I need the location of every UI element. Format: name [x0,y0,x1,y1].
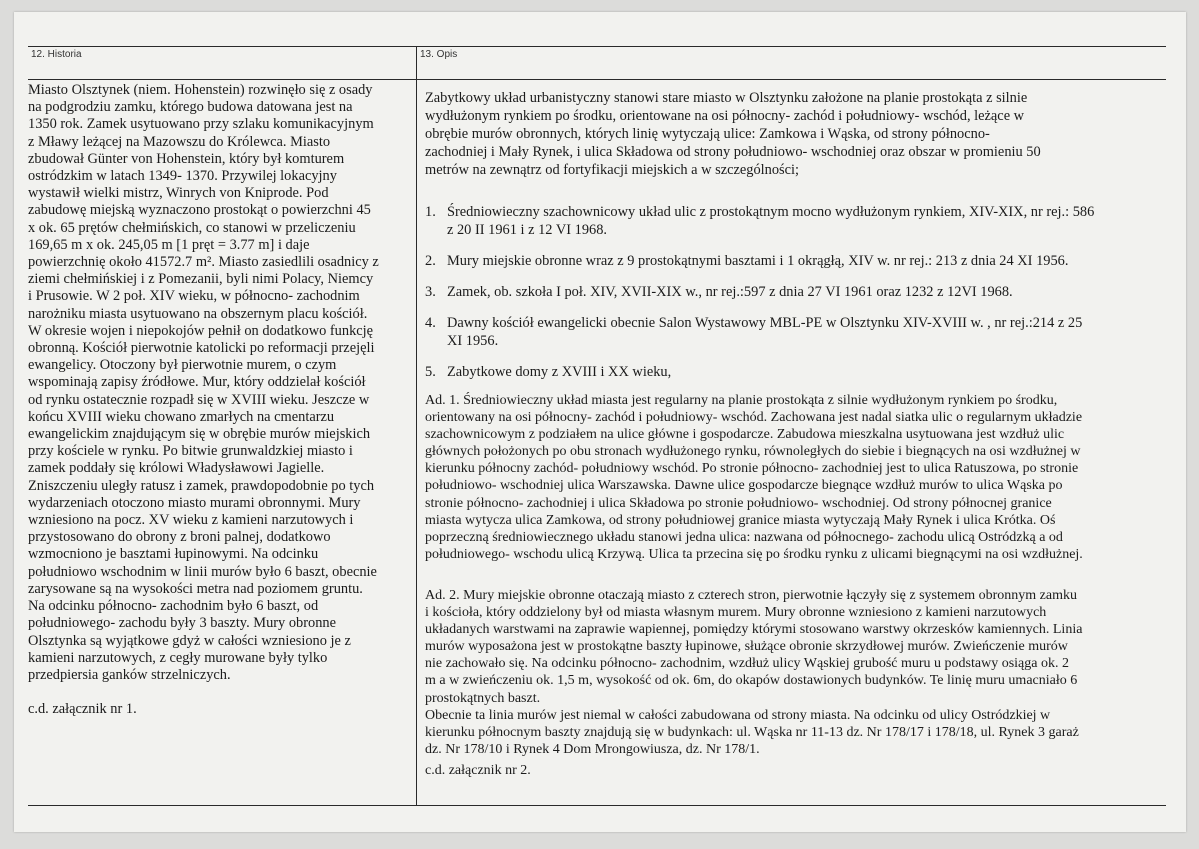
historia-line: od rynku ostatecznie rozpadł się w XVIII wieku. Jeszcze w [28,391,370,408]
list-item-line: Średniowieczny szachownicowy układ ulic z prostokątnym mocno wydłużonym rynkiem, XIV-XIX, nr rej.: 586 [447,204,1095,220]
opis-intro-line: Zabytkowy układ urbanistyczny stanowi stare miasto w Olsztynku założone na planie prostokąta z silnie [425,90,1028,106]
list-item-text [447,283,1013,301]
opis-ad2-paragraph-line: m a w zwieńczeniu ok. 1,5 m, wysokość od ok. 6m, do okapów dostawionych budynków. Te linię muru umacniało 6 [425,673,1078,689]
opis-intro-line: obrębie murów obronnych, których linię wytyczają ulice: Zamkowa i Wąska, od strony północno- [425,126,990,142]
bottom-rule [28,805,1166,806]
opis-ad1-paragraph-line: stronie północno- zachodniej i ulica Składowa po stronie południowo- wschodniej. Od strony północnej granice [425,495,1052,511]
opis-intro-line: zachodniej i Mały Rynek, i ulica Składowa od strony południowo- wschodniej oraz obszar w promieniu 50 [425,144,1041,160]
list-item-number: 3. [425,284,436,300]
opis-ad2-paragraph-line: kierunku północnym baszty znajdują się w budynkach: ul. Wąska nr 11-13 dz. Nr 178/17 i 178/18, ul. Rynek 3 garaż [425,724,1079,740]
historia-line: zarysowane są na wysokości metra nad poziomem gruntu. [28,580,363,597]
header-bottom-rule [28,79,1166,80]
opis-ad1-paragraph-line: Ad. 1. Średniowieczny układ miasta jest regularny na planie prostokąta z silnie wydłużonym rynkiem po środku, [425,393,1058,408]
list-item-number: 2. [425,253,436,269]
historia-line: 1350 rok. Zamek usytuowano przy szlaku komunikacyjnym [28,116,374,133]
historia-line: ostródzkim w latach 1349- 1370. Przywilej lokacyjny [28,168,337,185]
historia-column [28,82,408,718]
historia-line: x ok. 65 prętów chełmińskich, co stanowi w przeliczeniu [28,219,356,236]
historia-line: zamek poddały się królowi Władysławowi Jagielle. [28,460,325,477]
opis-intro [425,89,1041,179]
opis-ad2-paragraph-line: nie zachowało się. Na odcinku północno- zachodnim, wzdłuż ulicy Wąskiej grubość muru u podstawy osiąga ok. 2 [425,656,1069,672]
historia-line: wspominają zapisy źródłowe. Mur, który oddzielał kościół [28,374,366,391]
opis-ad2-paragraph-line: układanych warstwami na zaprawie wapiennej, pomiędzy którymi stosowano warstwy okrzesków kamiennych. Linia [425,622,1083,638]
list-item-text [447,363,671,381]
historia-line: zbudował Günter von Hohenstein, który był komturem [28,150,345,167]
historia-line: przy kościele w rynku. Po bitwie grunwaldzkiej miasto i [28,443,353,460]
historia-line: Zniszczeniu uległy ratusz i zamek, prawdopodobnie po tych [28,477,375,494]
historia-line: na podgrodziu zamku, którego budowa datowana jest na [28,99,353,116]
historia-line: wzmocniono je basztami łupinowymi. Na odcinku [28,546,319,563]
historia-line: wydarzeniach otoczono miasto murami obronnymi. Mury [28,494,361,511]
opis-ad1-paragraph-line: miasta wytycza ulica Zamkowa, od strony południowej granice miasta wytyczają Mały Rynek i ulica Krótka. Oś [425,512,1056,528]
opis-ad2-paragraph-line: dz. Nr 178/10 i Rynek 4 Dom Mrongowiusza, dz. Nr 178/1. [425,741,760,757]
opis-ad1-paragraph [425,392,1083,563]
opis-ad1-paragraph-line: głównych położonych po obu stronach wydłużonego rynku, równoległych do siebie i biegnących na osi wzdłużnej w [425,444,1081,460]
list-item-line: Zabytkowe domy z XVIII i XX wieku, [447,364,672,380]
list-item-line: z 20 II 1961 i z 12 VI 1968. [447,222,608,238]
historia-line: z Mławy leżącej na Mazowszu do Królewca. Miasto [28,133,331,150]
list-item-text [447,252,1068,270]
historia-line: kamieni narzutowych, z cegły murowane były tylko [28,649,328,666]
historia-line: ewangelickim znajdującym się w obrębie murów miejskich [28,426,371,443]
historia-line: zabudowę miejską wyznaczono prostokąt o powierzchni 45 [28,202,371,219]
historia-line: Na odcinku północno- zachodnim było 6 baszt, od [28,598,319,615]
historia-line: i Prusowie. W 2 poł. XIV wieku, w północno- zachodnim [28,288,360,305]
historia-line: W okresie wojen i niepokojów pełnił on dodatkowo funkcję [28,322,374,339]
historia-line: ewangelicy. Otoczony był pierwotnie murem, o czym [28,357,337,374]
section-header-opis: 13. Opis [420,49,458,60]
list-item-number: 4. [425,315,436,331]
opis-ad2-paragraph-line: i kościoła, który oddzielony był od miasta własnym murem. Mury obronne wzniesiono z kamieni narzutowych [425,605,1047,621]
historia-line: Miasto Olsztynek (niem. Hohenstein) rozwinęło się z osady [28,82,373,98]
historia-line: południowo wschodnim w linii murów było 6 baszt, obecnie [28,563,377,580]
historia-line: wzniesiono na pocz. XV wieku z kamieni narzutowych i [28,512,354,529]
historia-line: wystawił wielki mistrz, Winrych von Kniprode. Pod [28,185,329,202]
opis-ad1-paragraph-line: południowego- wschodu ulicą Krzywą. Ulica ta przecina się po środku rynku z ulicami biegnącymi na osi wzdłużnej. [425,546,1083,562]
column-divider [416,46,417,806]
historia-line: powierzchnię około 41572.7 m². Miasto zasiedlili osadnicy z [28,254,379,271]
list-item-number: 5. [425,364,436,380]
historia-line: południowego- zachodu były 3 baszty. Mury obronne [28,615,336,632]
opis-ad1-paragraph-line: poprzeczną średniowiecznego układu stanowi jedna ulica: nazwana od północnego- zachodu ulicą Ostródzką a od [425,529,1063,545]
historia-line: narożniku miasta usytuowano na obszernym placu kościół. [28,305,368,322]
list-item-number: 1. [425,204,436,220]
list-item-line: Zamek, ob. szkoła I poł. XIV, XVII-XIX w., nr rej.:597 z dnia 27 VI 1961 oraz 1232 z 12VI 1968. [447,284,1013,300]
top-rule [28,46,1166,47]
historia-line: ziemi chełmińskiej i z Pomezanii, byli nimi Polacy, Niemcy [28,271,374,288]
historia-line: końcu XVIII wieku chowano zmarłych na cmentarzu [28,408,335,425]
historia-line: przystosowano do obrony z broni palnej, dodatkowo [28,529,331,546]
opis-ad1-paragraph-line: szachownicowym z podziałem na ulice główne i gospodarcze. Zabudowa mieszkalna usytuowana jest wzdłuż ulic [425,427,1065,443]
opis-ad2-paragraph-line: murów wyposażona jest w prostokątne baszty łupinowe, służące obronie skrzydłowej murów. Zwieńczenie murów [425,639,1068,655]
opis-ad2-paragraph-line: Obecnie ta linia murów jest niemal w całości zabudowana od strony miasta. Na odcinku od ulicy Ostródzkiej w [425,707,1051,723]
spacer [28,684,408,701]
opis-ad2-paragraph-line: prostokątnych baszt. [425,690,541,706]
list-item-text [447,314,1082,350]
opis-intro-line: metrów na zewnątrz od fortyfikacji miejskich a w szczególności; [425,162,800,178]
opis-ad1-paragraph-line: kierunku północny zachód- południowy wschód. Po stronie północno- zachodniej jest to ulica Ratuszowa, po stronie [425,461,1079,477]
list-item-text [447,203,1094,239]
historia-line: obronną. Kościół pierwotnie katolicki po reformacji przejęli [28,340,375,357]
historia-line: przedpiersia ganków strzelniczych. [28,666,231,683]
opis-ad2-paragraph [425,587,1082,758]
list-item-line: Mury miejskie obronne wraz z 9 prostokątnymi basztami i 1 okrągłą, XIV w. nr rej.: 213 z dnia 24 XI 1956. [447,253,1069,269]
opis-ad1-paragraph-line: orientowany na osi północny- zachód i południowy- wschód. Zachowana jest nadal siatka ulic o regularnym układzie [425,410,1083,426]
historia-line: Olsztynka są wyjątkowe gdyż w całości wzniesiono je z [28,632,351,649]
opis-ad2-paragraph-line: Ad. 2. Mury miejskie obronne otaczają miasto z czterech stron, pierwotnie łączyły się z systemem obronnym zamku [425,588,1077,603]
list-item-line: XI 1956. [447,333,499,349]
list-item-line: Dawny kościół ewangelicki obecnie Salon Wystawowy MBL-PE w Olsztynku XIV-XVIII w. , nr rej.:214 z 25 [447,315,1083,331]
opis-footer: c.d. załącznik nr 2. [425,763,531,778]
historia-footer: c.d. załącznik nr 1. [28,701,137,718]
opis-intro-line: wydłużonym rynkiem po środku, orientowane na osi północny- zachód i południowy- wschód, leżące w [425,108,1025,124]
section-header-historia: 12. Historia [31,49,82,60]
historia-line: 169,65 m x ok. 245,05 m [1 pręt = 3.77 m] i daje [28,236,310,253]
opis-ad1-paragraph-line: południowo- wschodniej ulica Warszawska. Dawne ulice gospodarcze biegnące wzdłuż murów to ulica Wąska po [425,478,1063,494]
